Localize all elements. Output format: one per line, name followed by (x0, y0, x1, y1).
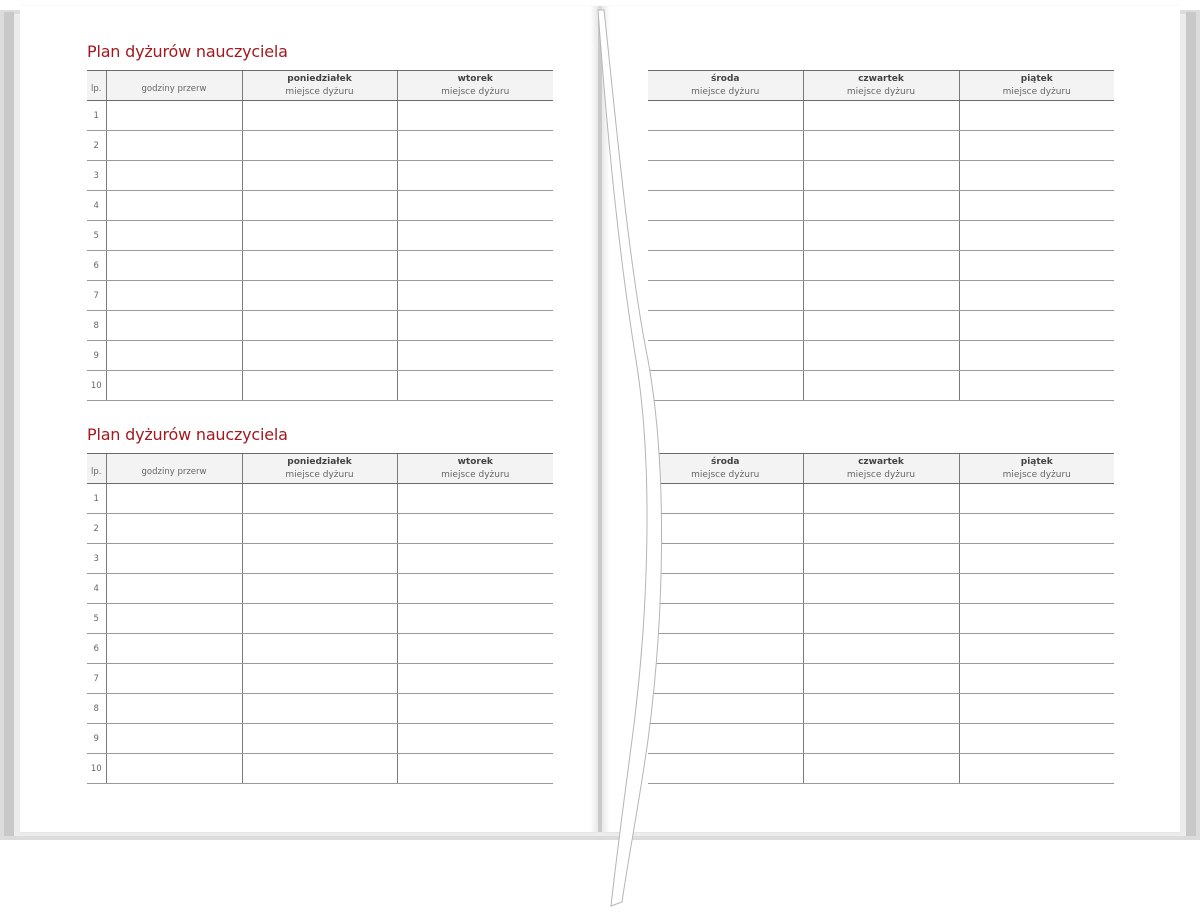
monday-cell[interactable] (242, 724, 397, 754)
table-row (87, 341, 553, 371)
table-row (648, 544, 1114, 574)
tuesday-cell[interactable] (397, 514, 553, 544)
friday-cell[interactable] (959, 724, 1114, 754)
wednesday-cell[interactable] (648, 664, 803, 694)
wednesday-cell[interactable] (648, 634, 803, 664)
wednesday-cell[interactable] (648, 694, 803, 724)
tuesday-cell[interactable] (397, 221, 553, 251)
break-hours-cell[interactable] (106, 131, 242, 161)
break-hours-cell[interactable] (106, 161, 242, 191)
row-number: 6 (87, 251, 106, 281)
friday-cell[interactable] (959, 371, 1114, 401)
thursday-cell[interactable] (803, 754, 959, 784)
wednesday-cell[interactable] (648, 574, 803, 604)
break-hours-cell[interactable] (106, 251, 242, 281)
row-number: 7 (87, 281, 106, 311)
wednesday-cell[interactable] (648, 311, 803, 341)
monday-cell[interactable] (242, 251, 397, 281)
table-row (87, 311, 553, 341)
row-number: 2 (87, 131, 106, 161)
break-hours-cell[interactable] (106, 371, 242, 401)
friday-cell[interactable] (959, 251, 1114, 281)
table-row (648, 371, 1114, 401)
row-number: 9 (87, 341, 106, 371)
friday-cell[interactable] (959, 634, 1114, 664)
thursday-cell[interactable] (803, 161, 959, 191)
header-tuesday: wtorek miejsce dyżuru (397, 454, 553, 484)
break-hours-cell[interactable] (106, 341, 242, 371)
cover-edge-left (4, 12, 14, 836)
row-number: 8 (87, 694, 106, 724)
row-number: 8 (87, 311, 106, 341)
book-gutter (590, 6, 610, 832)
tuesday-cell[interactable] (397, 604, 553, 634)
wednesday-cell[interactable] (648, 371, 803, 401)
friday-cell[interactable] (959, 574, 1114, 604)
thursday-cell[interactable] (803, 251, 959, 281)
row-number: 2 (87, 514, 106, 544)
tuesday-cell[interactable] (397, 664, 553, 694)
break-hours-cell[interactable] (106, 604, 242, 634)
header-thursday: czwartek miejsce dyżuru (803, 454, 959, 484)
thursday-cell[interactable] (803, 281, 959, 311)
wednesday-cell[interactable] (648, 604, 803, 634)
break-hours-cell[interactable] (106, 484, 242, 514)
row-number: 9 (87, 724, 106, 754)
table-row (648, 634, 1114, 664)
thursday-cell[interactable] (803, 724, 959, 754)
thursday-cell[interactable] (803, 131, 959, 161)
tuesday-cell[interactable] (397, 544, 553, 574)
table-row (87, 191, 553, 221)
header-friday: piątek miejsce dyżuru (959, 71, 1114, 101)
row-number: 3 (87, 544, 106, 574)
table-row (648, 311, 1114, 341)
tuesday-cell[interactable] (397, 311, 553, 341)
thursday-cell[interactable] (803, 694, 959, 724)
monday-cell[interactable] (242, 221, 397, 251)
table-row (87, 221, 553, 251)
monday-cell[interactable] (242, 754, 397, 784)
break-hours-cell[interactable] (106, 514, 242, 544)
header-wednesday: środa miejsce dyżuru (648, 71, 803, 101)
row-number: 7 (87, 664, 106, 694)
friday-cell[interactable] (959, 544, 1114, 574)
table-row (648, 484, 1114, 514)
monday-cell[interactable] (242, 664, 397, 694)
friday-cell[interactable] (959, 514, 1114, 544)
thursday-cell[interactable] (803, 514, 959, 544)
friday-cell[interactable] (959, 664, 1114, 694)
table-row (87, 251, 553, 281)
row-number: 5 (87, 221, 106, 251)
table-row (648, 574, 1114, 604)
friday-cell[interactable] (959, 694, 1114, 724)
row-number: 1 (87, 101, 106, 131)
break-hours-cell[interactable] (106, 574, 242, 604)
header-break-hours: godziny przerw (106, 71, 242, 101)
wednesday-cell[interactable] (648, 131, 803, 161)
thursday-cell[interactable] (803, 101, 959, 131)
tuesday-cell[interactable] (397, 191, 553, 221)
tuesday-cell[interactable] (397, 341, 553, 371)
header-break-hours: godziny przerw (106, 454, 242, 484)
tuesday-cell[interactable] (397, 371, 553, 401)
friday-cell[interactable] (959, 161, 1114, 191)
thursday-cell[interactable] (803, 371, 959, 401)
break-hours-cell[interactable] (106, 281, 242, 311)
wednesday-cell[interactable] (648, 161, 803, 191)
table-row (648, 221, 1114, 251)
thursday-cell[interactable] (803, 341, 959, 371)
table-row (87, 664, 553, 694)
friday-cell[interactable] (959, 281, 1114, 311)
page-title: Plan dyżurów nauczyciela (87, 425, 288, 444)
row-number: 3 (87, 161, 106, 191)
table-row (648, 694, 1114, 724)
break-hours-cell[interactable] (106, 191, 242, 221)
row-number: 4 (87, 574, 106, 604)
wednesday-cell[interactable] (648, 514, 803, 544)
break-hours-cell[interactable] (106, 311, 242, 341)
thursday-cell[interactable] (803, 191, 959, 221)
wednesday-cell[interactable] (648, 251, 803, 281)
thursday-cell[interactable] (803, 574, 959, 604)
wednesday-cell[interactable] (648, 544, 803, 574)
header-lp: lp. (87, 71, 106, 101)
table-row (648, 161, 1114, 191)
friday-cell[interactable] (959, 221, 1114, 251)
monday-cell[interactable] (242, 484, 397, 514)
monday-cell[interactable] (242, 544, 397, 574)
table-row (87, 694, 553, 724)
table-row (87, 604, 553, 634)
friday-cell[interactable] (959, 101, 1114, 131)
tuesday-cell[interactable] (397, 484, 553, 514)
tuesday-cell[interactable] (397, 251, 553, 281)
break-hours-cell[interactable] (106, 754, 242, 784)
page-title: Plan dyżurów nauczyciela (87, 42, 288, 61)
break-hours-cell[interactable] (106, 544, 242, 574)
monday-cell[interactable] (242, 371, 397, 401)
tuesday-cell[interactable] (397, 574, 553, 604)
monday-cell[interactable] (242, 281, 397, 311)
table-row (87, 161, 553, 191)
thursday-cell[interactable] (803, 484, 959, 514)
monday-cell[interactable] (242, 101, 397, 131)
break-hours-cell[interactable] (106, 664, 242, 694)
cover-edge-right (1186, 12, 1196, 836)
header-monday: poniedziałek miejsce dyżuru (242, 454, 397, 484)
row-number: 6 (87, 634, 106, 664)
wednesday-cell[interactable] (648, 484, 803, 514)
thursday-cell[interactable] (803, 221, 959, 251)
friday-cell[interactable] (959, 484, 1114, 514)
row-number: 5 (87, 604, 106, 634)
wednesday-cell[interactable] (648, 754, 803, 784)
table-row (87, 724, 553, 754)
monday-cell[interactable] (242, 341, 397, 371)
table-row (87, 634, 553, 664)
tuesday-cell[interactable] (397, 101, 553, 131)
monday-cell[interactable] (242, 131, 397, 161)
header-friday: piątek miejsce dyżuru (959, 454, 1114, 484)
table-row (87, 574, 553, 604)
duty-table-right-bottom (648, 453, 1114, 784)
table-row (648, 191, 1114, 221)
table-row (648, 754, 1114, 784)
friday-cell[interactable] (959, 191, 1114, 221)
break-hours-cell[interactable] (106, 634, 242, 664)
table-row (87, 371, 553, 401)
table-row (648, 514, 1114, 544)
header-wednesday: środa miejsce dyżuru (648, 454, 803, 484)
tuesday-cell[interactable] (397, 281, 553, 311)
duty-table-left-top (87, 70, 553, 401)
tuesday-cell[interactable] (397, 634, 553, 664)
thursday-cell[interactable] (803, 634, 959, 664)
tuesday-cell[interactable] (397, 131, 553, 161)
table-row (87, 131, 553, 161)
friday-cell[interactable] (959, 604, 1114, 634)
thursday-cell[interactable] (803, 544, 959, 574)
row-number: 4 (87, 191, 106, 221)
duty-table-right-top (648, 70, 1114, 401)
table-row (648, 664, 1114, 694)
break-hours-cell[interactable] (106, 221, 242, 251)
wednesday-cell[interactable] (648, 221, 803, 251)
table-row (648, 251, 1114, 281)
monday-cell[interactable] (242, 191, 397, 221)
table-row (87, 514, 553, 544)
duty-table-left-bottom (87, 453, 553, 784)
table-row (87, 101, 553, 131)
row-number: 1 (87, 484, 106, 514)
thursday-cell[interactable] (803, 604, 959, 634)
table-row (648, 724, 1114, 754)
header-tuesday: wtorek miejsce dyżuru (397, 71, 553, 101)
row-number: 10 (87, 371, 106, 401)
thursday-cell[interactable] (803, 311, 959, 341)
tuesday-cell[interactable] (397, 724, 553, 754)
monday-cell[interactable] (242, 161, 397, 191)
table-row (648, 281, 1114, 311)
wednesday-cell[interactable] (648, 724, 803, 754)
wednesday-cell[interactable] (648, 191, 803, 221)
wednesday-cell[interactable] (648, 101, 803, 131)
header-thursday: czwartek miejsce dyżuru (803, 71, 959, 101)
tuesday-cell[interactable] (397, 754, 553, 784)
tuesday-cell[interactable] (397, 694, 553, 724)
table-row (648, 101, 1114, 131)
friday-cell[interactable] (959, 754, 1114, 784)
break-hours-cell[interactable] (106, 101, 242, 131)
break-hours-cell[interactable] (106, 724, 242, 754)
table-row (87, 484, 553, 514)
table-row (648, 604, 1114, 634)
table-row (648, 341, 1114, 371)
wednesday-cell[interactable] (648, 281, 803, 311)
monday-cell[interactable] (242, 514, 397, 544)
monday-cell[interactable] (242, 574, 397, 604)
friday-cell[interactable] (959, 341, 1114, 371)
tuesday-cell[interactable] (397, 161, 553, 191)
friday-cell[interactable] (959, 311, 1114, 341)
table-row (87, 754, 553, 784)
table-row (87, 544, 553, 574)
monday-cell[interactable] (242, 311, 397, 341)
table-row (648, 131, 1114, 161)
thursday-cell[interactable] (803, 664, 959, 694)
table-row (87, 281, 553, 311)
friday-cell[interactable] (959, 131, 1114, 161)
monday-cell[interactable] (242, 604, 397, 634)
wednesday-cell[interactable] (648, 341, 803, 371)
monday-cell[interactable] (242, 634, 397, 664)
header-monday: poniedziałek miejsce dyżuru (242, 71, 397, 101)
header-lp: lp. (87, 454, 106, 484)
break-hours-cell[interactable] (106, 694, 242, 724)
row-number: 10 (87, 754, 106, 784)
monday-cell[interactable] (242, 694, 397, 724)
